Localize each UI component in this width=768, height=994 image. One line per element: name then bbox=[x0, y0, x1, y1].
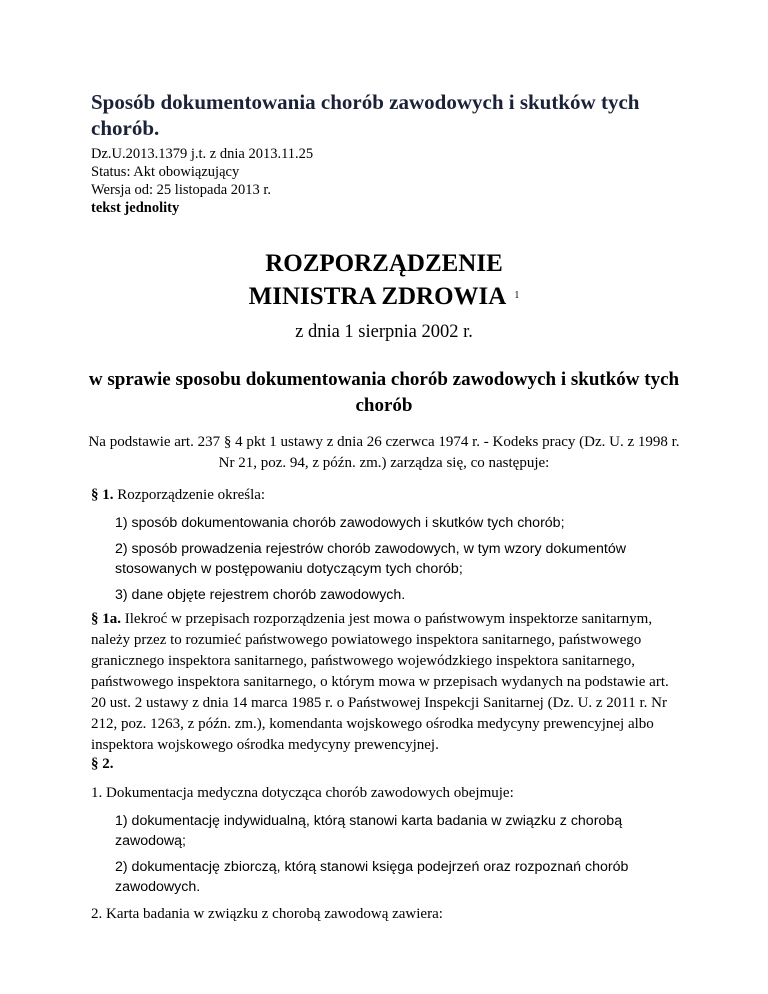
section-1-label: § 1. bbox=[91, 487, 114, 503]
meta-source: Dz.U.2013.1379 j.t. z dnia 2013.11.25 bbox=[91, 146, 314, 162]
section-1a-label: § 1a. bbox=[91, 611, 121, 627]
page-title: Sposób dokumentowania chorób zawodowych i skutków tych chorób. bbox=[91, 90, 640, 140]
meta-type: tekst jednolity bbox=[91, 200, 180, 216]
legal-basis: Na podstawie art. 237 § 4 pkt 1 ustawy z dnia 26 czerwca 1974 r. - Kodeks pracy (Dz. U. z 1998 r. Nr 21, poz. 94, z późn. zm.) zarządza się, co następuje: bbox=[88, 434, 680, 471]
list-item: 3) dane objęte rejestrem chorób zawodowych. bbox=[115, 587, 406, 603]
act-subject: w sprawie sposobu dokumentowania chorób zawodowych i skutków tych chorób bbox=[88, 369, 680, 416]
list-item: 2) sposób prowadzenia rejestrów chorób zawodowych, w tym wzory dokumentów stosowanych w postępowaniu dotyczącym tych chorób; bbox=[115, 541, 626, 577]
section-1 bbox=[91, 485, 681, 506]
section-2-paragraph-1: 1. Dokumentacja medyczna dotycząca chorób zawodowych obejmuje: bbox=[91, 785, 514, 801]
act-issuer-text: MINISTRA ZDROWIA bbox=[248, 283, 507, 310]
list-item: 2) dokumentację zbiorczą, którą stanowi księga podejrzeń oraz rozpoznań chorób zawodowych. bbox=[115, 859, 629, 895]
section-2-label: § 2. bbox=[91, 756, 114, 772]
meta-version: Wersja od: 25 listopada 2013 r. bbox=[91, 182, 272, 198]
footnote-marker[interactable]: 1 bbox=[514, 290, 520, 301]
section-2-heading bbox=[91, 754, 681, 775]
act-date: z dnia 1 sierpnia 2002 r. bbox=[295, 322, 473, 342]
section-1-text: Rozporządzenie określa: bbox=[117, 487, 266, 503]
section-1a-text: Ilekroć w przepisach rozporządzenia jest mowa o państwowym inspektorze sanitarnym, należy przez to rozumieć państwowego powiatowego inspektora sanitarnego, państwowego granicznego inspektora sanitarnego, państwowego wojewódzkiego inspektora sanitarnego, państwowego inspektora sanitarnego, o którym mowa w przepisach wydanych na podstawie art. 20 ust. 2 ustawy z dnia 14 marca 1985 r. o Państwowej Inspekcji Sanitarnej (Dz. U. z 2011 r. Nr 212, poz. 1263, z późn. zm.), komendanta wojskowego ośrodka medycyny prewencyjnej albo inspektora wojskowego ośrodka medycyny prewencyjnej. bbox=[91, 611, 669, 753]
meta-status: Status: Akt obowiązujący bbox=[91, 164, 240, 180]
list-item: 1) dokumentację indywidualną, którą stanowi karta badania w związku z chorobą zawodową; bbox=[115, 813, 623, 849]
list-item: 1) sposób dokumentowania chorób zawodowych i skutków tych chorób; bbox=[115, 515, 565, 531]
act-type: ROZPORZĄDZENIE bbox=[265, 250, 503, 277]
section-1a bbox=[91, 609, 681, 756]
section-2-paragraph-2: 2. Karta badania w związku z chorobą zawodową zawiera: bbox=[91, 906, 443, 922]
act-issuer bbox=[0, 281, 768, 312]
